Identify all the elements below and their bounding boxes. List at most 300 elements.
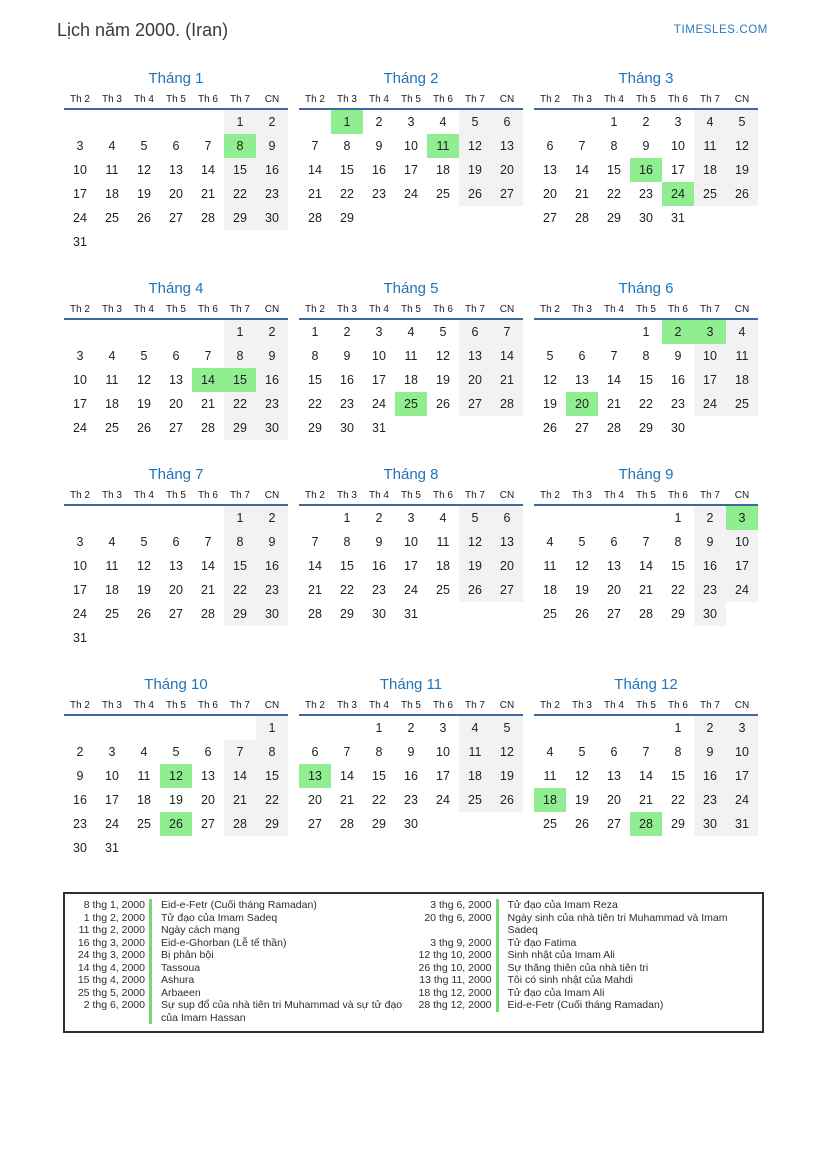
date-cell xyxy=(160,626,192,650)
date-cell: 1 xyxy=(224,110,256,134)
month-title: Tháng 6 xyxy=(618,280,674,297)
date-cell xyxy=(96,716,128,740)
date-cell xyxy=(694,206,726,230)
date-cell: 27 xyxy=(575,421,589,435)
date-cell: 17 xyxy=(73,397,87,411)
date-cell: 4 xyxy=(439,115,447,129)
date-cell: 17 xyxy=(694,368,726,392)
day-header: Th 2 xyxy=(304,304,325,315)
date-cell: 30 xyxy=(340,421,354,435)
date-cell xyxy=(459,206,491,230)
date-cell: 8 xyxy=(256,740,288,764)
days-grid xyxy=(534,320,758,440)
date-cell: 24 xyxy=(726,788,758,812)
date-cell: 24 xyxy=(73,211,87,225)
date-cell: 5 xyxy=(726,110,758,134)
day-header: Th 6 xyxy=(197,700,218,711)
date-cell xyxy=(160,320,192,344)
date-cell: 14 xyxy=(224,764,256,788)
date-cell: 14 xyxy=(491,344,523,368)
date-cell: 16 xyxy=(340,373,354,387)
date-cell: 25 xyxy=(105,607,119,621)
date-cell: 22 xyxy=(340,583,354,597)
date-cell: 29 xyxy=(372,817,386,831)
day-header: Th 7 xyxy=(699,304,720,315)
date-cell: 22 xyxy=(671,583,685,597)
month-2 xyxy=(299,70,523,230)
date-cell: 22 xyxy=(224,578,256,602)
date-cell: 20 xyxy=(201,793,215,807)
date-cell: 1 xyxy=(224,506,256,530)
date-cell: 24 xyxy=(726,578,758,602)
brand-link[interactable]: TIMESLES.COM xyxy=(673,24,768,36)
date-cell: 18 xyxy=(543,583,557,597)
legend-label: Sinh nhật của Imam Ali xyxy=(507,949,615,961)
date-cell xyxy=(598,320,630,344)
date-cell: 31 xyxy=(671,211,685,225)
date-cell: 6 xyxy=(546,139,554,153)
month-1 xyxy=(64,70,288,254)
date-cell xyxy=(96,110,128,134)
date-cell: 1 xyxy=(343,511,351,525)
day-header: Th 4 xyxy=(368,94,389,105)
date-cell: 15 xyxy=(224,158,256,182)
date-cell: 27 xyxy=(169,211,183,225)
date-cell: 14 xyxy=(607,373,621,387)
date-cell: 2 xyxy=(256,506,288,530)
legend-label: Bị phản bội xyxy=(161,949,214,961)
date-cell xyxy=(224,626,256,650)
date-cell: 28 xyxy=(575,211,589,225)
date-cell: 29 xyxy=(607,211,621,225)
date-cell: 14 xyxy=(201,163,215,177)
date-cell xyxy=(694,416,726,440)
date-cell: 26 xyxy=(137,211,151,225)
date-cell: 5 xyxy=(459,110,491,134)
date-cell: 27 xyxy=(491,578,523,602)
day-header: CN xyxy=(264,94,280,105)
date-cell xyxy=(160,836,192,860)
date-cell: 19 xyxy=(459,554,491,578)
date-cell: 3 xyxy=(674,115,682,129)
day-header: Th 4 xyxy=(603,304,624,315)
legend-date: 28 thg 12, 2000 xyxy=(418,999,492,1011)
legend-label: Eid-e-Fetr (Cuối tháng Ramadan) xyxy=(161,899,317,911)
date-cell xyxy=(128,626,160,650)
date-cell: 9 xyxy=(375,139,383,153)
date-cell: 23 xyxy=(694,578,726,602)
date-cell: 6 xyxy=(459,320,491,344)
date-cell: 2 xyxy=(375,115,383,129)
day-header: Th 6 xyxy=(432,490,453,501)
date-cell: 2 xyxy=(662,320,694,344)
day-header: Th 5 xyxy=(400,490,421,501)
date-cell: 29 xyxy=(671,607,685,621)
date-cell xyxy=(534,506,566,530)
date-cell: 17 xyxy=(404,559,418,573)
date-cell: 22 xyxy=(224,182,256,206)
day-header-row xyxy=(64,94,288,110)
month-title: Tháng 9 xyxy=(618,466,674,483)
date-cell: 7 xyxy=(642,535,650,549)
date-cell: 15 xyxy=(256,764,288,788)
day-header: CN xyxy=(734,490,750,501)
date-cell: 18 xyxy=(436,163,450,177)
day-header: Th 5 xyxy=(165,94,186,105)
date-cell: 28 xyxy=(201,421,215,435)
date-cell: 28 xyxy=(491,392,523,416)
date-cell: 22 xyxy=(639,397,653,411)
date-cell xyxy=(96,506,128,530)
date-cell: 23 xyxy=(73,817,87,831)
date-cell: 13 xyxy=(459,344,491,368)
day-header: Th 6 xyxy=(197,490,218,501)
date-cell xyxy=(96,626,128,650)
date-cell: 5 xyxy=(172,745,180,759)
date-cell: 16 xyxy=(694,554,726,578)
date-cell: 29 xyxy=(340,607,354,621)
date-cell: 18 xyxy=(534,788,566,812)
date-cell: 14 xyxy=(639,769,653,783)
date-cell: 23 xyxy=(256,182,288,206)
date-cell: 11 xyxy=(137,769,151,783)
date-cell: 3 xyxy=(76,535,84,549)
months-grid xyxy=(64,70,758,860)
day-header: Th 3 xyxy=(101,304,122,315)
date-cell xyxy=(491,416,523,440)
date-cell: 17 xyxy=(436,769,450,783)
legend-item xyxy=(414,999,761,1012)
date-cell: 20 xyxy=(607,793,621,807)
date-cell xyxy=(192,836,224,860)
date-cell: 8 xyxy=(674,745,682,759)
month-7 xyxy=(64,466,288,650)
legend-date: 1 thg 2, 2000 xyxy=(83,911,145,924)
legend-date: 25 thg 5, 2000 xyxy=(77,986,145,999)
day-header: Th 5 xyxy=(165,304,186,315)
day-header: Th 2 xyxy=(539,700,560,711)
days-grid xyxy=(64,506,288,650)
date-cell: 4 xyxy=(546,535,554,549)
day-header: Th 3 xyxy=(101,700,122,711)
day-header: Th 7 xyxy=(464,94,485,105)
date-cell: 25 xyxy=(436,583,450,597)
date-cell: 13 xyxy=(575,373,589,387)
legend-date: 11 thg 2, 2000 xyxy=(78,924,145,936)
day-header: Th 5 xyxy=(165,490,186,501)
day-header: Th 6 xyxy=(667,94,688,105)
month-title: Tháng 5 xyxy=(383,280,439,297)
date-cell xyxy=(224,836,256,860)
month-title: Tháng 11 xyxy=(379,676,443,693)
legend-label: Ngày cách mạng xyxy=(161,924,240,936)
legend-date: 3 thg 6, 2000 xyxy=(430,899,492,911)
date-cell: 9 xyxy=(407,745,415,759)
date-cell: 8 xyxy=(343,139,351,153)
date-cell: 8 xyxy=(224,134,256,158)
date-cell xyxy=(534,110,566,134)
days-grid xyxy=(299,320,523,440)
day-header: Th 4 xyxy=(368,490,389,501)
date-cell: 4 xyxy=(439,511,447,525)
day-header: Th 5 xyxy=(400,700,421,711)
legend-label: Eid-e-Ghorban (Lễ tế thần) xyxy=(161,936,287,949)
date-cell: 31 xyxy=(372,421,386,435)
day-header-row xyxy=(299,94,523,110)
date-cell: 16 xyxy=(256,368,288,392)
date-cell: 6 xyxy=(491,506,523,530)
date-cell: 19 xyxy=(169,793,183,807)
day-header: Th 4 xyxy=(133,94,154,105)
date-cell: 3 xyxy=(375,325,383,339)
date-cell: 17 xyxy=(73,187,87,201)
date-cell: 24 xyxy=(105,817,119,831)
legend-date: 14 thg 4, 2000 xyxy=(77,961,145,974)
date-cell: 6 xyxy=(204,745,212,759)
legend-label: Tử đạo của Imam Reza xyxy=(507,899,618,911)
date-cell: 8 xyxy=(224,530,256,554)
legend-item xyxy=(414,987,761,1000)
date-cell: 19 xyxy=(575,583,589,597)
date-cell: 28 xyxy=(607,421,621,435)
month-title: Tháng 8 xyxy=(383,466,439,483)
date-cell: 9 xyxy=(343,349,351,363)
month-4 xyxy=(64,280,288,440)
date-cell: 2 xyxy=(407,721,415,735)
date-cell: 9 xyxy=(76,769,84,783)
day-header-row xyxy=(64,304,288,320)
date-cell: 6 xyxy=(578,349,586,363)
date-cell: 21 xyxy=(639,583,653,597)
date-cell: 22 xyxy=(372,793,386,807)
date-cell: 21 xyxy=(201,187,215,201)
date-cell: 15 xyxy=(224,368,256,392)
date-cell: 9 xyxy=(694,530,726,554)
day-header: Th 2 xyxy=(304,700,325,711)
month-title: Tháng 1 xyxy=(148,70,204,87)
days-grid xyxy=(64,716,288,860)
days-grid xyxy=(299,716,523,836)
date-cell: 1 xyxy=(224,320,256,344)
date-cell: 6 xyxy=(172,139,180,153)
date-cell xyxy=(160,716,192,740)
date-cell: 26 xyxy=(575,817,589,831)
date-cell: 20 xyxy=(491,554,523,578)
date-cell: 12 xyxy=(137,559,151,573)
date-cell: 27 xyxy=(491,182,523,206)
day-header: Th 3 xyxy=(336,490,357,501)
date-cell: 6 xyxy=(610,535,618,549)
holiday-legend xyxy=(63,892,764,1033)
day-header: Th 5 xyxy=(635,700,656,711)
day-header-row xyxy=(534,490,758,506)
date-cell: 26 xyxy=(137,421,151,435)
date-cell: 3 xyxy=(76,139,84,153)
date-cell: 24 xyxy=(372,397,386,411)
date-cell xyxy=(256,626,288,650)
date-cell: 3 xyxy=(694,320,726,344)
date-cell: 10 xyxy=(694,344,726,368)
days-grid xyxy=(534,110,758,230)
legend-date: 20 thg 6, 2000 xyxy=(424,911,492,924)
date-cell: 25 xyxy=(459,788,491,812)
date-cell: 28 xyxy=(630,812,662,836)
date-cell: 16 xyxy=(671,373,685,387)
date-cell: 22 xyxy=(308,397,322,411)
date-cell: 15 xyxy=(671,769,685,783)
date-cell: 16 xyxy=(694,764,726,788)
day-header: CN xyxy=(499,700,515,711)
date-cell: 8 xyxy=(674,535,682,549)
date-cell: 21 xyxy=(308,187,322,201)
month-10 xyxy=(64,676,288,860)
date-cell: 16 xyxy=(372,559,386,573)
date-cell: 7 xyxy=(204,139,212,153)
date-cell xyxy=(726,206,758,230)
date-cell: 9 xyxy=(256,344,288,368)
date-cell: 9 xyxy=(256,530,288,554)
legend-item xyxy=(414,899,761,912)
legend-date: 15 thg 4, 2000 xyxy=(77,974,145,986)
days-grid xyxy=(64,110,288,254)
date-cell: 21 xyxy=(491,368,523,392)
day-header: Th 4 xyxy=(603,700,624,711)
day-header: Th 2 xyxy=(304,490,325,501)
date-cell: 5 xyxy=(140,139,148,153)
date-cell: 18 xyxy=(436,559,450,573)
date-cell: 1 xyxy=(610,115,618,129)
date-cell: 22 xyxy=(224,392,256,416)
date-cell xyxy=(64,716,96,740)
day-header: Th 7 xyxy=(464,490,485,501)
day-header: Th 7 xyxy=(699,94,720,105)
page-title: Lịch năm 2000. (Iran) xyxy=(57,20,229,40)
legend-date: 18 thg 12, 2000 xyxy=(418,986,492,999)
date-cell: 27 xyxy=(201,817,215,831)
date-cell: 13 xyxy=(169,559,183,573)
date-cell: 19 xyxy=(575,793,589,807)
date-cell: 2 xyxy=(694,716,726,740)
legend-column-2 xyxy=(414,899,761,1012)
legend-item xyxy=(414,937,761,950)
day-header: CN xyxy=(264,490,280,501)
legend-label: Tôi có sinh nhật của Mahdi xyxy=(507,974,633,986)
date-cell: 19 xyxy=(137,583,151,597)
date-cell: 6 xyxy=(491,110,523,134)
day-header: Th 3 xyxy=(336,94,357,105)
date-cell: 8 xyxy=(343,535,351,549)
month-title: Tháng 3 xyxy=(618,70,674,87)
date-cell xyxy=(192,716,224,740)
day-header: Th 5 xyxy=(165,700,186,711)
date-cell: 15 xyxy=(308,373,322,387)
legend-label: Sự thăng thiên của nhà tiên tri xyxy=(507,961,649,974)
legend-label: Ngày sinh của nhà tiên tri Muhammad và Imam Sadeq xyxy=(507,911,728,936)
date-cell: 13 xyxy=(201,769,215,783)
date-cell xyxy=(96,320,128,344)
date-cell: 11 xyxy=(543,769,557,783)
date-cell: 19 xyxy=(137,187,151,201)
date-cell xyxy=(224,716,256,740)
date-cell: 1 xyxy=(375,721,383,735)
date-cell: 18 xyxy=(726,368,758,392)
date-cell: 9 xyxy=(642,139,650,153)
date-cell: 7 xyxy=(311,139,319,153)
date-cell: 25 xyxy=(137,817,151,831)
date-cell: 13 xyxy=(169,163,183,177)
date-cell xyxy=(427,812,459,836)
date-cell: 6 xyxy=(172,535,180,549)
day-header: Th 2 xyxy=(539,94,560,105)
date-cell: 24 xyxy=(436,793,450,807)
date-cell: 29 xyxy=(256,812,288,836)
date-cell: 6 xyxy=(172,349,180,363)
date-cell: 19 xyxy=(436,373,450,387)
date-cell: 11 xyxy=(105,163,119,177)
date-cell: 17 xyxy=(105,793,119,807)
date-cell xyxy=(299,110,331,134)
date-cell: 31 xyxy=(73,235,87,249)
date-cell xyxy=(534,320,566,344)
date-cell: 26 xyxy=(726,182,758,206)
date-cell: 24 xyxy=(73,421,87,435)
date-cell: 17 xyxy=(726,764,758,788)
date-cell: 4 xyxy=(407,325,415,339)
date-cell: 24 xyxy=(404,583,418,597)
date-cell: 13 xyxy=(491,134,523,158)
day-header: Th 5 xyxy=(635,304,656,315)
date-cell: 12 xyxy=(160,764,192,788)
day-header: Th 3 xyxy=(336,700,357,711)
day-header: Th 7 xyxy=(229,304,250,315)
date-cell: 22 xyxy=(256,788,288,812)
date-cell xyxy=(459,812,491,836)
date-cell: 10 xyxy=(73,373,87,387)
day-header: Th 3 xyxy=(101,94,122,105)
date-cell xyxy=(491,602,523,626)
date-cell: 25 xyxy=(543,817,557,831)
month-title: Tháng 12 xyxy=(614,676,678,693)
date-cell: 15 xyxy=(372,769,386,783)
legend-item xyxy=(67,962,414,975)
date-cell: 12 xyxy=(575,559,589,573)
date-cell xyxy=(192,506,224,530)
date-cell: 7 xyxy=(204,349,212,363)
legend-item xyxy=(67,912,414,925)
day-header: Th 3 xyxy=(101,490,122,501)
date-cell xyxy=(256,836,288,860)
date-cell xyxy=(726,416,758,440)
date-cell: 12 xyxy=(726,134,758,158)
legend-item xyxy=(414,974,761,987)
date-cell: 27 xyxy=(169,607,183,621)
date-cell: 6 xyxy=(610,745,618,759)
date-cell: 26 xyxy=(491,788,523,812)
date-cell xyxy=(299,716,331,740)
date-cell: 10 xyxy=(726,740,758,764)
day-header: CN xyxy=(499,304,515,315)
date-cell xyxy=(192,626,224,650)
date-cell: 10 xyxy=(404,535,418,549)
date-cell: 9 xyxy=(256,134,288,158)
date-cell xyxy=(64,506,96,530)
date-cell: 13 xyxy=(607,559,621,573)
date-cell: 18 xyxy=(137,793,151,807)
day-header: Th 3 xyxy=(571,700,592,711)
date-cell: 5 xyxy=(491,716,523,740)
date-cell: 20 xyxy=(169,583,183,597)
date-cell: 19 xyxy=(543,397,557,411)
